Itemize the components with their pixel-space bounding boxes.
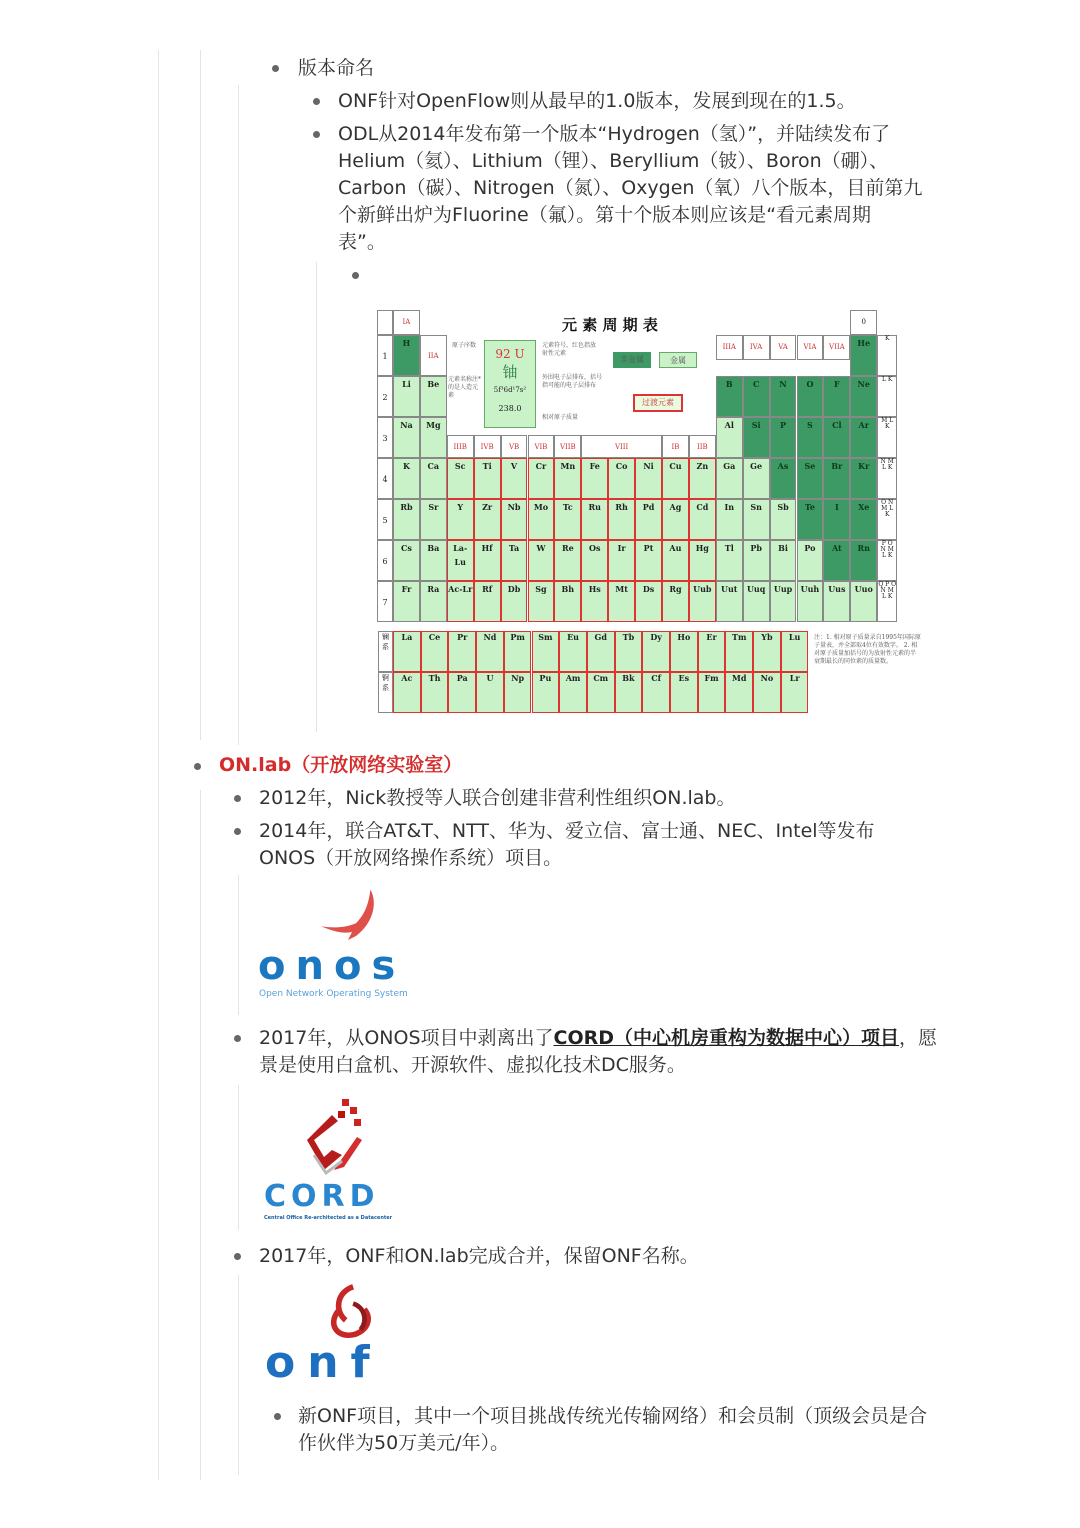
element-cell: Li (393, 376, 420, 417)
element-cell: He (850, 335, 877, 376)
table-corner-cell (377, 310, 393, 335)
element-cell: Hf (474, 540, 501, 581)
list-heading-version-naming: 版本命名 (298, 57, 375, 79)
list-item-2012: 2012年，Nick教授等人联合创建非营利性组织ON.lab。 (259, 787, 736, 809)
group-label: VIIB (554, 435, 581, 458)
element-cell: Au (662, 540, 689, 581)
element-cell: Nd (476, 631, 504, 672)
element-cell: Sg (528, 581, 555, 622)
element-cell: As (770, 458, 797, 499)
legend-atomic-number-label: 原子序数 (452, 342, 477, 349)
element-cell: H (393, 335, 420, 376)
page-border-left (158, 50, 159, 1480)
legend-transition: 过渡元素 (633, 394, 683, 412)
bullet (352, 272, 359, 279)
element-cell: Mt (608, 581, 635, 622)
element-cell: Mo (528, 499, 555, 540)
list-item-odl: ODL从2014年发布第一个版本“Hydrogen（氢）”，并陆续发布了 (338, 123, 891, 145)
element-cell: Er (698, 631, 726, 672)
element-cell: Pu (532, 672, 560, 713)
element-cell: U (476, 672, 504, 713)
element-cell: Zn (689, 458, 716, 499)
bullet (234, 1253, 241, 1260)
element-cell: Ti (474, 458, 501, 499)
group-label: IA (393, 310, 420, 335)
element-cell: La-Lu (447, 540, 474, 581)
element-cell: F (823, 376, 850, 417)
bullet (272, 65, 279, 72)
group-label: VIII (581, 435, 662, 458)
list-item-new-onf: 作伙伴为50万美元/年）。 (298, 1432, 510, 1454)
element-cell: I (823, 499, 850, 540)
element-cell: Kr (850, 458, 877, 499)
element-cell: Ce (421, 631, 449, 672)
list-guide (316, 262, 317, 732)
element-cell: Sm (532, 631, 560, 672)
element-cell: Ra (420, 581, 447, 622)
element-cell: Cu (662, 458, 689, 499)
element-cell: Mn (554, 458, 581, 499)
element-cell: Os (581, 540, 608, 581)
element-cell: Eu (559, 631, 587, 672)
bullet (313, 131, 320, 138)
text: ，愿 (899, 1027, 938, 1049)
list-item-2014: 2014年，联合AT&T、NTT、华为、爱立信、富士通、NEC、Intel等发布 (259, 820, 875, 842)
element-cell: No (753, 672, 781, 713)
element-cell: B (716, 376, 743, 417)
element-cell: C (743, 376, 770, 417)
list-item-odl: 个新鲜出炉为Fluorine（氟）。第十个版本则应该是“看元素周期 (338, 204, 872, 226)
actinides-label: 锕系 (378, 672, 393, 713)
element-cell: Pd (635, 499, 662, 540)
element-cell: Cr (528, 458, 555, 499)
list-guide (238, 1275, 239, 1475)
element-cell: La (393, 631, 421, 672)
element-cell: Ca (420, 458, 447, 499)
legend-metal: 金属 (659, 352, 697, 368)
text: 2017年，从ONOS项目中剥离出了 (259, 1027, 554, 1049)
group-label: IVA (743, 335, 770, 360)
element-cell: Th (421, 672, 449, 713)
onf-logo (265, 1283, 445, 1388)
element-cell: Nb (501, 499, 528, 540)
group-label: IIB (689, 435, 716, 458)
element-cell: Uup (770, 581, 797, 622)
period-label: 2 (377, 376, 393, 417)
legend-mass: 238.0 (498, 404, 522, 413)
element-cell: Ac (393, 672, 421, 713)
onf-logo-word: onf (265, 1337, 382, 1388)
group-label: VIA (797, 335, 824, 360)
element-cell: Br (823, 458, 850, 499)
list-item-2017-cord (259, 1025, 937, 1052)
element-cell: Uus (823, 581, 850, 622)
element-cell: Mg (420, 417, 447, 458)
element-cell: Ge (743, 458, 770, 499)
period-label: 6 (377, 540, 393, 581)
period-label: 7 (377, 581, 393, 622)
legend-config-label: 外围电子层排布，括号指可能的电子层排布 (542, 374, 603, 389)
element-cell: Sn (743, 499, 770, 540)
element-cell: Bh (554, 581, 581, 622)
element-cell: Md (725, 672, 753, 713)
group-label: VB (501, 435, 528, 458)
element-cell: Ga (716, 458, 743, 499)
element-cell: Db (501, 581, 528, 622)
period-label: 1 (377, 335, 393, 376)
element-cell: Se (797, 458, 824, 499)
bullet (194, 763, 201, 770)
element-cell: Fe (581, 458, 608, 499)
element-cell: Si (743, 417, 770, 458)
cord-link[interactable]: CORD（中心机房重构为数据中心）项目 (553, 1027, 900, 1049)
element-cell: P (770, 417, 797, 458)
element-cell: Cf (642, 672, 670, 713)
element-cell: Hs (581, 581, 608, 622)
shell-label: N M L K (877, 458, 897, 499)
periodic-table-title: 元 素 周 期 表 (562, 316, 658, 334)
element-cell: Rb (393, 499, 420, 540)
shell-label: L K (877, 376, 897, 417)
element-cell: Ne (850, 376, 877, 417)
element-cell: Rg (662, 581, 689, 622)
list-guide (238, 875, 239, 1015)
element-cell: Gd (587, 631, 615, 672)
element-cell: Cd (689, 499, 716, 540)
element-cell: Ds (635, 581, 662, 622)
element-cell: Rn (850, 540, 877, 581)
element-cell: Co (608, 458, 635, 499)
list-item-odl: 表”。 (338, 231, 386, 253)
onos-logo-tagline: Open Network Operating System (259, 989, 408, 999)
element-cell: Al (716, 417, 743, 458)
lanthanides-label: 镧系 (378, 631, 393, 672)
bullet (313, 98, 320, 105)
onos-logo (258, 888, 438, 1003)
element-cell: Dy (642, 631, 670, 672)
element-cell: Uut (716, 581, 743, 622)
legend-nonmetal: 非金属 (613, 352, 651, 368)
legend-symbol-label: 元素符号，红色指放射性元素 (542, 342, 597, 357)
element-cell: K (393, 458, 420, 499)
element-cell: Ni (635, 458, 662, 499)
element-cell: Lr (781, 672, 809, 713)
element-cell: W (528, 540, 555, 581)
element-cell: Yb (753, 631, 781, 672)
shell-label: P O N M L K (877, 540, 897, 581)
bullet (234, 795, 241, 802)
element-cell: Tb (615, 631, 643, 672)
list-item-onf-openflow: ONF针对OpenFlow则从最早的1.0版本，发展到现在的1.5。 (338, 90, 856, 112)
element-cell: Na (393, 417, 420, 458)
group-label: IIIA (716, 335, 743, 360)
element-cell: Am (559, 672, 587, 713)
list-item-odl: Helium（氦）、Lithium（锂）、Beryllium（铍）、Boron（硼）、 (338, 150, 889, 172)
period-label: 3 (377, 417, 393, 458)
element-cell: Ru (581, 499, 608, 540)
element-cell: Lu (781, 631, 809, 672)
cord-logo-tagline: Central Office Re-architected as a Datacenter (264, 1215, 393, 1221)
element-cell: Uuo (850, 581, 877, 622)
element-cell: Es (670, 672, 698, 713)
element-cell: Tl (716, 540, 743, 581)
element-cell: Y (447, 499, 474, 540)
shell-label: K (877, 335, 897, 376)
list-guide (200, 50, 201, 740)
bullet (274, 1413, 281, 1420)
element-cell: Bk (615, 672, 643, 713)
element-cell: Re (554, 540, 581, 581)
group-label: IIIB (447, 435, 474, 458)
legend-name: 铀 (502, 363, 518, 381)
element-cell: Uub (689, 581, 716, 622)
element-cell: Zr (474, 499, 501, 540)
element-cell: Rh (608, 499, 635, 540)
shell-label: O N M L K (877, 499, 897, 540)
group-label: IIA (420, 335, 447, 376)
element-cell: N (770, 376, 797, 417)
element-cell: Fr (393, 581, 420, 622)
element-cell: Sr (420, 499, 447, 540)
element-cell: Np (504, 672, 532, 713)
shell-label: M L K (877, 417, 897, 458)
onf-emblem-icon (265, 1283, 445, 1339)
group-label: IB (662, 435, 689, 458)
section-heading-onlab: ON.lab（开放网络实验室） (219, 754, 463, 776)
group-label: VA (770, 335, 797, 360)
element-cell: Ta (501, 540, 528, 581)
element-cell: Pm (504, 631, 532, 672)
element-cell: Cl (823, 417, 850, 458)
period-label: 5 (377, 499, 393, 540)
element-cell: V (501, 458, 528, 499)
bullet (234, 828, 241, 835)
period-label: 4 (377, 458, 393, 499)
element-cell: Uuq (743, 581, 770, 622)
element-cell: Sb (770, 499, 797, 540)
element-cell: Ag (662, 499, 689, 540)
element-cell: Te (797, 499, 824, 540)
element-cell: Ar (850, 417, 877, 458)
bullet (234, 1035, 241, 1042)
element-cell: Cs (393, 540, 420, 581)
element-cell: Hg (689, 540, 716, 581)
list-item-2017-cord: 景是使用白盒机、开源软件、虚拟化技术DC服务。 (259, 1054, 686, 1076)
list-guide (238, 1085, 239, 1230)
cord-logo (262, 1095, 442, 1225)
element-cell: O (797, 376, 824, 417)
list-item-new-onf: 新ONF项目，其中一个项目挑战传统光传输网络）和会员制（顶级会员是合 (298, 1405, 928, 1427)
element-cell: Tm (725, 631, 753, 672)
list-item-odl: Carbon（碳）、Nitrogen（氮）、Oxygen（氧）八个版本，目前第九 (338, 177, 923, 199)
element-cell: Pt (635, 540, 662, 581)
shell-label: Q P O N M L K (877, 581, 897, 622)
element-cell: Xe (850, 499, 877, 540)
list-item-2017-merge: 2017年，ONF和ON.lab完成合并，保留ONF名称。 (259, 1245, 699, 1267)
onos-bird-icon (258, 888, 438, 944)
group-label: VIB (528, 435, 555, 458)
element-cell: Sc (447, 458, 474, 499)
element-cell: S (797, 417, 824, 458)
element-cell: Ac-Lr (447, 581, 474, 622)
periodic-table-note: 注：1. 相对原子质量录自1995年国际原子量表，并全部取4位有效数字。 2. 相对原子质量加括号的为放射性元素的半衰期最长的同位素的质量数。 (814, 634, 921, 665)
list-guide (200, 790, 201, 1480)
legend-name-label: 元素名称注*的是人造元素 (448, 376, 482, 399)
legend-config: 5f³6d¹7s² (493, 386, 527, 394)
element-cell: Pb (743, 540, 770, 581)
element-cell: Pr (448, 631, 476, 672)
element-cell: Po (797, 540, 824, 581)
element-cell: Tc (554, 499, 581, 540)
periodic-table-image (377, 310, 922, 718)
element-cell: Pa (448, 672, 476, 713)
element-cell: Uuh (797, 581, 824, 622)
list-item-2014: ONOS（开放网络操作系统）项目。 (259, 847, 563, 869)
element-cell: Be (420, 376, 447, 417)
onos-logo-word: onos (258, 943, 406, 989)
list-guide (238, 85, 239, 745)
element-cell: Ba (420, 540, 447, 581)
legend-mass-label: 相对原子质量 (542, 414, 579, 421)
group-label: VIIA (823, 335, 850, 360)
legend-sample-cell (484, 340, 536, 428)
element-cell: Ho (670, 631, 698, 672)
cord-emblem-icon (262, 1095, 442, 1179)
element-cell: Cm (587, 672, 615, 713)
element-cell: Bi (770, 540, 797, 581)
element-cell: Fm (698, 672, 726, 713)
element-cell: In (716, 499, 743, 540)
group-label: 0 (850, 310, 877, 335)
group-label: IVB (474, 435, 501, 458)
element-cell: Rf (474, 581, 501, 622)
cord-logo-word: CORD (264, 1179, 380, 1214)
legend-symbol: 92 U (495, 347, 525, 361)
element-cell: Ir (608, 540, 635, 581)
element-cell: At (823, 540, 850, 581)
